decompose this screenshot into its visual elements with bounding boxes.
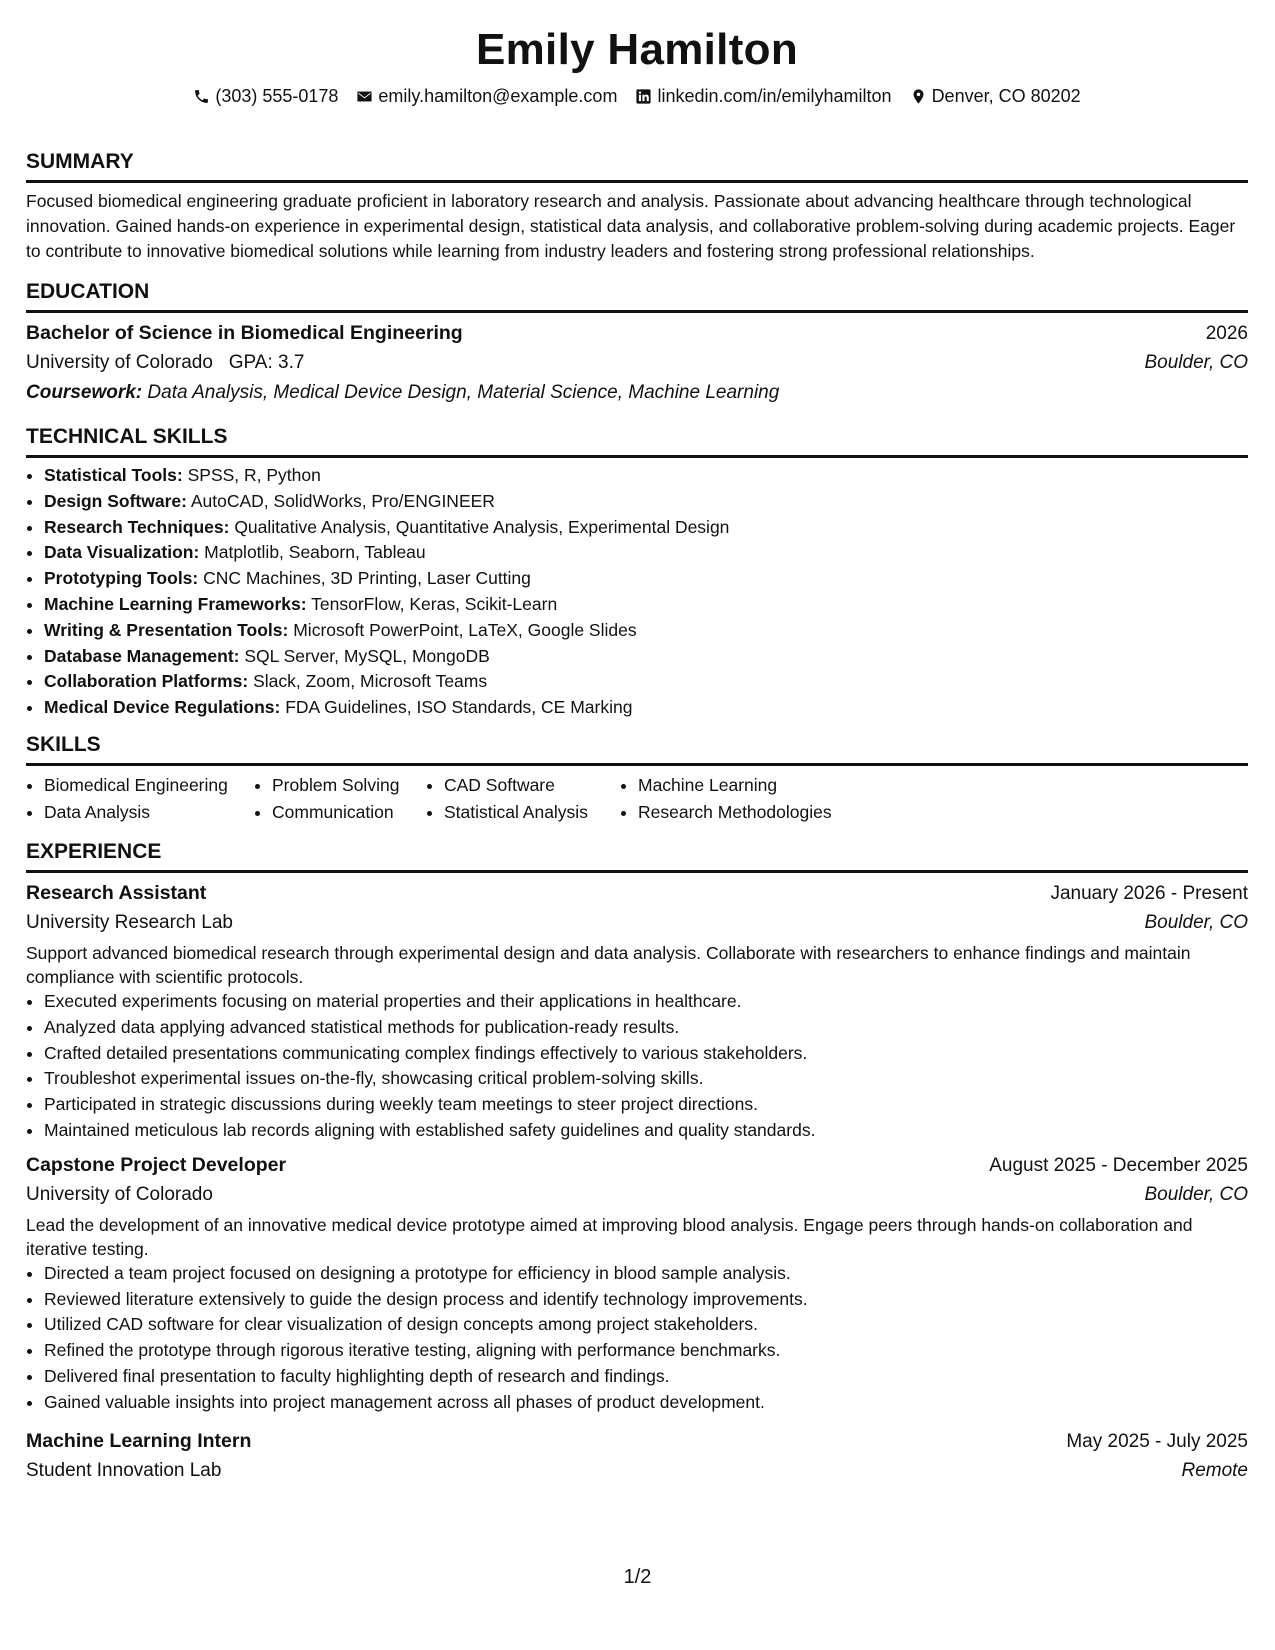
skill-value: Qualitative Analysis, Quantitative Analysis, Experimental Design: [234, 516, 730, 537]
skills-column: [26, 772, 254, 826]
list-item: [44, 669, 1248, 695]
skill-value: Slack, Zoom, Microsoft Teams: [253, 671, 488, 692]
resume-page: [26, 0, 1248, 1486]
list-item: [44, 489, 1248, 515]
job-location: Boulder, CO: [1144, 1183, 1248, 1205]
job-org: University of Colorado: [26, 1183, 213, 1205]
section-title-skills: SKILLS: [26, 731, 1248, 766]
list-item: [44, 540, 1248, 566]
education-section: [26, 278, 1248, 408]
list-item: • Delivered final presentation to faculty highlighting depth of research and findings.: [44, 1364, 1248, 1390]
job-bullets: [26, 1261, 1248, 1416]
list-item: • Refined the prototype through rigorous iterative testing, aligning with performance benchmarks.: [44, 1338, 1248, 1364]
job-dates: January 2026 - Present: [1050, 882, 1248, 904]
skills-section: [26, 731, 1248, 826]
skill-label: Research Techniques:: [44, 516, 230, 537]
list-item: • Problem Solving: [272, 772, 426, 799]
education-row: [26, 318, 1248, 348]
list-item: [44, 463, 1248, 489]
list-item: • Biomedical Engineering: [44, 772, 254, 799]
list-item: • Troubleshot experimental issues on-the-fly, showcasing critical problem-solving skills.: [44, 1066, 1248, 1092]
job-summary: Support advanced biomedical research through experimental design and data analysis. Collaborate with researchers to enhance findings and maintain compliance with scientific protocols.: [26, 942, 1191, 987]
skill-value: Matplotlib, Seaborn, Tableau: [204, 542, 426, 563]
job-bullets: [26, 989, 1248, 1144]
technical-skills-section: [26, 423, 1248, 721]
skill-label: Database Management:: [44, 645, 240, 666]
list-item: • CAD Software: [444, 772, 620, 799]
contact-phone[interactable]: [193, 82, 338, 110]
candidate-name: Emily Hamilton: [475, 25, 799, 74]
skill-label: Machine Learning Frameworks:: [44, 593, 307, 614]
skill-value: Microsoft PowerPoint, LaTeX, Google Slides: [293, 619, 637, 640]
job-org-row: [26, 908, 1248, 938]
school-info: [26, 348, 304, 378]
skill-label: Design Software:: [44, 490, 187, 511]
list-item: [44, 515, 1248, 541]
skills-column: [254, 772, 426, 826]
summary-section: [26, 148, 1248, 264]
job-role: Capstone Project Developer: [26, 1153, 287, 1176]
job-entry: [26, 878, 1248, 1144]
school-name: University of Colorado: [26, 352, 213, 373]
contact-linkedin[interactable]: [635, 82, 891, 110]
phone-icon: [193, 88, 210, 105]
skill-value: AutoCAD, SolidWorks, Pro/ENGINEER: [190, 490, 495, 511]
experience-section: [26, 838, 1248, 1486]
list-item: • Research Methodologies: [638, 799, 878, 826]
email-text: emily.hamilton@example.com: [378, 86, 618, 106]
list-item: • Participated in strategic discussions during weekly team meetings to steer project directions.: [44, 1092, 1248, 1118]
degree-name: Bachelor of Science in Biomedical Engineering: [26, 322, 463, 344]
technical-skills-list: [26, 463, 1248, 721]
list-item: • Utilized CAD software for clear visualization of design concepts among project stakeholders.: [44, 1312, 1248, 1338]
phone-text: (303) 555-0178: [215, 86, 339, 106]
list-item: • Crafted detailed presentations communicating complex findings effectively to various stakeholders.: [44, 1041, 1248, 1067]
coursework-row: [26, 378, 1248, 408]
job-org-row: [26, 1180, 1248, 1210]
section-title-summary: SUMMARY: [26, 148, 1248, 183]
school-location: Boulder, CO: [1144, 352, 1248, 373]
graduation-year: 2026: [1205, 323, 1248, 344]
job-org: University Research Lab: [26, 911, 233, 933]
skill-label: Writing & Presentation Tools:: [44, 619, 289, 640]
linkedin-text: linkedin.com/in/emilyhamilton: [657, 86, 892, 106]
skill-label: Statistical Tools:: [44, 465, 183, 485]
skill-value: FDA Guidelines, ISO Standards, CE Marking: [285, 697, 633, 718]
school-row: [26, 348, 1248, 378]
skills-column: [620, 772, 878, 826]
job-header-row: [26, 1426, 1248, 1456]
page-number: 1/2: [623, 1566, 652, 1588]
job-header-row: [26, 1150, 1248, 1180]
list-item: • Analyzed data applying advanced statistical methods for publication-ready results.: [44, 1015, 1248, 1041]
contact-email[interactable]: [356, 82, 617, 110]
skills-column: [426, 772, 620, 826]
contact-bar: [26, 82, 1248, 110]
skills-grid: [26, 772, 1248, 826]
skill-label: Collaboration Platforms:: [44, 671, 249, 692]
list-item: [44, 592, 1248, 618]
list-item: [44, 566, 1248, 592]
list-item: • Data Analysis: [44, 799, 254, 826]
skill-label: Prototyping Tools:: [44, 568, 199, 589]
list-item: • Reviewed literature extensively to guide the design process and identify technology improvements.: [44, 1287, 1248, 1313]
job-org-row: [26, 1456, 1248, 1486]
skill-label: Medical Device Regulations:: [44, 697, 281, 718]
list-item: [44, 644, 1248, 670]
job-dates: May 2025 - July 2025: [1066, 1430, 1248, 1452]
skill-value: SQL Server, MySQL, MongoDB: [244, 645, 490, 666]
job-entry: [26, 1426, 1248, 1486]
linkedin-icon: [635, 88, 652, 105]
skill-value: TensorFlow, Keras, Scikit-Learn: [311, 593, 558, 614]
list-item: • Maintained meticulous lab records aligning with established safety guidelines and quality standards.: [44, 1118, 1248, 1144]
location-text: Denver, CO 80202: [931, 86, 1081, 106]
list-item: • Executed experiments focusing on material properties and their applications in healthcare.: [44, 989, 1248, 1015]
job-entry: [26, 1150, 1248, 1416]
list-item: • Machine Learning: [638, 772, 878, 799]
list-item: [44, 618, 1248, 644]
list-item: • Gained valuable insights into project management across all phases of product development.: [44, 1390, 1248, 1416]
job-role: Machine Learning Intern: [26, 1429, 252, 1452]
contact-location: [910, 82, 1081, 110]
list-item: [44, 695, 1248, 721]
summary-text: Focused biomedical engineering graduate proficient in laboratory research and analysis. Passionate about advancing healthcare through technological innovation. Gained hands-on experience in experimental design, statistical data analysis, and collaborative problem-solving during academic projects. Eager to contribute to innovative biomedical solutions while learning from industry leaders and fostering strong professional relationships.: [26, 191, 1236, 261]
skill-value: SPSS, R, Python: [187, 465, 321, 485]
job-summary: Lead the development of an innovative medical device prototype aimed at improving blood analysis. Engage peers through hands-on collaboration and iterative testing.: [26, 1214, 1193, 1259]
coursework-list: Data Analysis, Medical Device Design, Material Science, Machine Learning: [147, 382, 780, 403]
job-org: Student Innovation Lab: [26, 1459, 222, 1481]
skill-label: Data Visualization:: [44, 542, 200, 563]
coursework-label: Coursework:: [26, 382, 143, 403]
job-role: Research Assistant: [26, 881, 207, 904]
skill-value: CNC Machines, 3D Printing, Laser Cutting: [203, 568, 531, 589]
section-title-technical-skills: TECHNICAL SKILLS: [26, 423, 1248, 458]
list-item: • Directed a team project focused on designing a prototype for efficiency in blood sample analysis.: [44, 1261, 1248, 1287]
map-pin-icon: [910, 88, 927, 105]
job-header-row: [26, 878, 1248, 908]
envelope-icon: [356, 88, 373, 105]
section-title-experience: EXPERIENCE: [26, 838, 1248, 873]
list-item: • Communication: [272, 799, 426, 826]
job-dates: August 2025 - December 2025: [989, 1154, 1248, 1176]
list-item: • Statistical Analysis: [444, 799, 620, 826]
section-title-education: EDUCATION: [26, 278, 1248, 313]
job-location: Remote: [1181, 1459, 1248, 1481]
job-location: Boulder, CO: [1144, 911, 1248, 933]
gpa: GPA: 3.7: [228, 352, 305, 373]
